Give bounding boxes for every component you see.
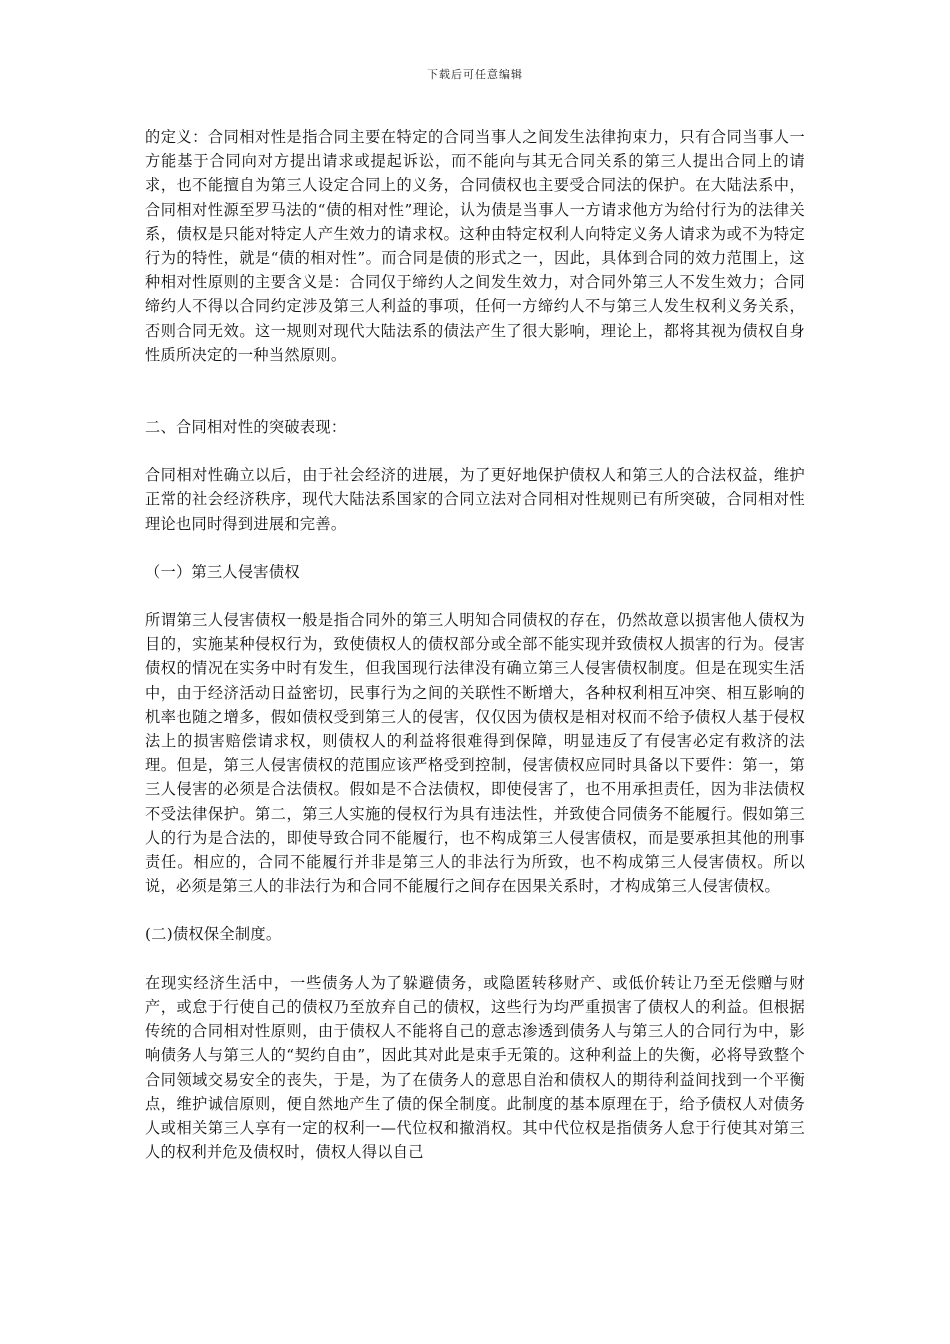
document-body bbox=[145, 125, 805, 1164]
paragraph-breakthrough-intro: 合同相对性确立以后，由于社会经济的进展，为了更好地保护债权人和第三人的合法权益，维护正常的社会经济秩序，现代大陆法系国家的合同立法对合同相对性规则已有所突破，合同相对性理论也同时得到进展和完善。 bbox=[145, 466, 805, 533]
subheading-claim-preservation: (二)债权保全制度。 bbox=[145, 925, 282, 944]
paragraph-claim-preservation: 在现实经济生活中，一些债务人为了躲避债务，或隐匿转移财产、或低价转让乃至无偿赠与财产，或怠于行使自己的债权乃至放弃自己的债权，这些行为均严重损害了债权人的利益。但根据传统的合同相对性原则，由于债权人不能将自己的意志渗透到债务人与第三人的合同行为中，影响债务人与第三人的“契约自由”，因此其对此是束手无策的。这种利益上的失衡，必将导致整个合同领域交易安全的丧失，于是，为了在债务人的意思自治和债权人的期待利益间找到一个平衡点，维护诚信原则，便自然地产生了债的保全制度。此制度的基本原理在于，给予债权人对债务人或相关第三人享有一定的权利一—代位权和撤消权。其中代位权是指债务人怠于行使其对第三人的权利并危及债权时，债权人得以自己 bbox=[145, 973, 805, 1162]
subheading-third-party-infringement: （一）第三人侵害债权 bbox=[145, 562, 300, 581]
page-header: 下载后可任意编辑 bbox=[427, 68, 523, 81]
paragraph-definition: 的定义：合同相对性是指合同主要在特定的合同当事人之间发生法律拘束力，只有合同当事人一方能基于合同向对方提出请求或提起诉讼，而不能向与其无合同关系的第三人提出合同上的请求，也不能擅自为第三人设定合同上的义务，合同债权也主要受合同法的保护。在大陆法系中，合同相对性源至罗马法的“债的相对性”理论，认为债是当事人一方请求他方为给付行为的法律关系，债权是只能对特定人产生效力的请求权。这种由特定权利人向特定义务人请求为或不为特定行为的特性，就是“债的相对性”。而合同是债的形式之一，因此，具体到合同的效力范围上，这种相对性原则的主要含义是：合同仅于缔约人之间发生效力，对合同外第三人不发生效力；合同缔约人不得以合同约定涉及第三人利益的事项，任何一方缔约人不与第三人发生权利义务关系，否则合同无效。这一规则对现代大陆法系的债法产生了很大影响，理论上，都将其视为债权自身性质所决定的一种当然原则。 bbox=[145, 128, 805, 364]
section-heading-breakthrough: 二、合同相对性的突破表现： bbox=[145, 418, 347, 437]
paragraph-third-party-infringement: 所谓第三人侵害债权一般是指合同外的第三人明知合同债权的存在，仍然故意以损害他人债权为目的，实施某种侵权行为，致使债权人的债权部分或全部不能实现并致债权人损害的行为。侵害债权的情况在实务中时有发生，但我国现行法律没有确立第三人侵害债权制度。但是在现实生活中，由于经济活动日益密切，民事行为之间的关联性不断增大，各种权利相互冲突、相互影响的机率也随之增多，假如债权受到第三人的侵害，仅仅因为债权是相对权而不给予债权人基于侵权法上的损害赔偿请求权，则债权人的利益将很难得到保障，明显违反了有侵害必定有救济的法理。但是，第三人侵害债权的范围应该严格受到控制，侵害债权应同时具备以下要件：第一，第三人侵害的必须是合法债权。假如是不合法债权，即使侵害了，也不用承担责任，因为非法债权不受法律保护。第二，第三人实施的侵权行为具有违法性，并致使合同债务不能履行。假如第三人的行为是合法的，即使导致合同不能履行，也不构成第三人侵害债权，而是要承担其他的刑事责任。相应的，合同不能履行并非是第三人的非法行为所致，也不构成第三人侵害债权。所以说，必须是第三人的非法行为和合同不能履行之间存在因果关系时，才构成第三人侵害债权。 bbox=[145, 611, 805, 896]
